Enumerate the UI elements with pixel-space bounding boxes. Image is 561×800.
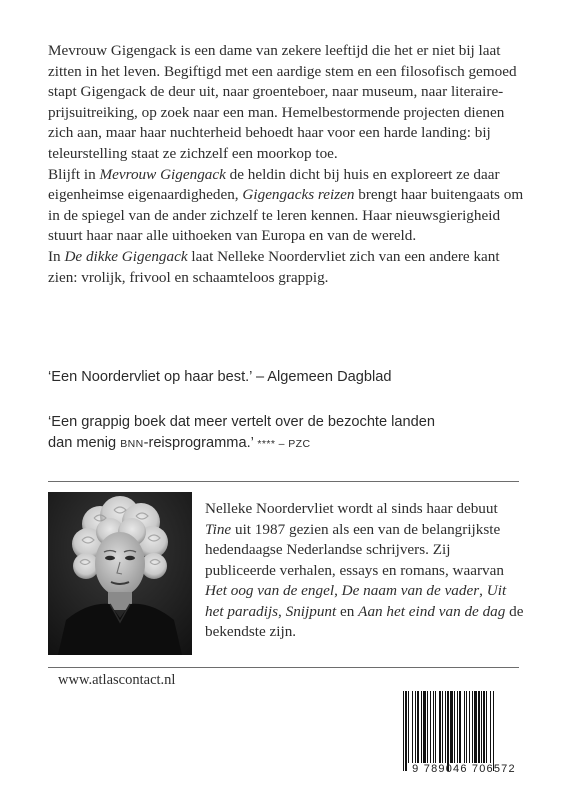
- bio-title-2: De naam van de vader: [341, 582, 480, 599]
- isbn-number: 9 789046 706572: [412, 763, 516, 775]
- barcode-bar: [450, 691, 453, 763]
- barcode-bar: [435, 691, 436, 763]
- bio-text-b: uit 1987 gezien als een van de belangrijkste hedendaagse Nederlandse schrijvers. Zij publiceerde verhalen, essays en romans, waarvan: [205, 520, 504, 579]
- bnn-smallcaps: BNN: [120, 438, 144, 450]
- blurb-p2-text-c: brengt haar buitengaats om in de spiegel van de ander zichzelf te leren kennen. Haar nieuwsgierigheid stuurt haar naar alle uithoeken van Europa en van de wereld.: [48, 186, 524, 245]
- barcode-bar: [442, 691, 443, 763]
- divider-bottom: [48, 667, 519, 668]
- review-quote-2-text-b: -reisprogramma.’: [143, 435, 258, 451]
- review-quote-2-text-a: dan menig: [48, 435, 121, 451]
- blurb-p2-title-2: Gigengacks reizen: [242, 186, 355, 204]
- bio-title-4: Snijpunt: [285, 602, 337, 620]
- publisher-website: www.atlascontact.nl: [58, 672, 176, 688]
- blurb-p3-text-b: laat Nelleke Noordervliet zich van een andere kant zien: vrolijk, frivool en schaamteloos grappig.: [48, 247, 500, 286]
- bio-text-d: de bekendste zijn.: [205, 602, 524, 640]
- author-bio: [205, 499, 525, 643]
- bio-title-5: Aan het eind van de dag: [358, 602, 506, 620]
- barcode-bar: [421, 691, 422, 763]
- blurb-paragraph-2: [48, 165, 528, 247]
- barcode-bar: [478, 691, 480, 763]
- barcode-bar: [486, 691, 487, 763]
- review-quote-2-line-2: [48, 433, 528, 455]
- bio-title-1: Het oog van de engel: [205, 582, 335, 599]
- blurb-p2-text-a: Blijft in: [48, 165, 100, 183]
- barcode-bar: [447, 691, 449, 771]
- bio-sep-2: ,: [479, 582, 487, 599]
- bio-sep-3: ,: [278, 602, 286, 620]
- barcode-bar: [474, 691, 477, 763]
- barcode-bar: [427, 691, 428, 763]
- back-cover-blurb: [48, 41, 528, 288]
- barcode-bar: [417, 691, 419, 763]
- review-quote-1-text: ‘Een Noordervliet op haar best.’ – Algemeen Dagblad: [48, 369, 392, 385]
- blurb-paragraph-1: Mevrouw Gigengack is een dame van zekere leeftijd die het er niet bij laat zitten in het leven. Begiftigd met een aardige stem en een filosofisch gemoed stapt Gigengack de deur uit, naar groenteboer, naar museum, naar literaire-prijsuitreiking, op zoek naar een man. Hemelbestormende projecten dienen zich aan, maar haar nuchterheid behoedt haar voor een harde landing: bij teleurstelling staat ze zichzelf een moorkop toe.: [48, 42, 517, 162]
- author-photo: [48, 492, 192, 655]
- barcode-bar: [457, 691, 458, 763]
- barcode-bar: [466, 691, 467, 763]
- review-quote-1: [48, 367, 528, 388]
- blurb-p2-text-b: de heldin dicht bij huis en exploreert ze daar eigenheimse eigenaardigheden,: [48, 165, 500, 204]
- divider-top: [48, 481, 519, 482]
- barcode-bar: [445, 691, 446, 763]
- barcode-bar: [430, 691, 431, 763]
- barcode-bar: [412, 691, 413, 763]
- review-quote-2-line-1: ‘Een grappig boek dat meer vertelt over de bezochte landen: [48, 414, 435, 430]
- barcode-bar: [403, 691, 404, 771]
- barcode-bar: [490, 691, 491, 763]
- review-rating-source: **** – PZC: [257, 438, 311, 450]
- barcode-bar: [472, 691, 473, 763]
- barcode-bar: [464, 691, 465, 763]
- barcode-bar: [433, 691, 434, 763]
- barcode-bar: [469, 691, 470, 763]
- blurb-p3-title: De dikke Gigengack: [64, 247, 188, 265]
- blurb-paragraph-3: [48, 247, 528, 288]
- barcode-bar: [423, 691, 426, 763]
- barcode-bar: [439, 691, 441, 763]
- bio-title-3: Uit het paradijs: [205, 582, 507, 620]
- barcode-bar: [493, 691, 494, 771]
- barcode-bar: [415, 691, 416, 763]
- barcode-bar: [405, 691, 407, 771]
- blurb-p3-text-a: In: [48, 247, 65, 265]
- barcode-bar: [481, 691, 482, 763]
- barcode-bar: [408, 691, 409, 763]
- bio-text-a: Nelleke Noordervliet wordt al sinds haar debuut: [205, 500, 498, 517]
- review-quote-2: [48, 412, 528, 455]
- bio-title-tine: Tine: [205, 520, 232, 538]
- bio-text-c: en: [336, 602, 359, 620]
- blurb-p2-title-1: Mevrouw Gigengack: [99, 165, 226, 183]
- barcode-bar: [483, 691, 485, 763]
- bio-sep-1: ,: [334, 582, 342, 599]
- barcode-bar: [459, 691, 461, 763]
- barcode-bar: [454, 691, 455, 763]
